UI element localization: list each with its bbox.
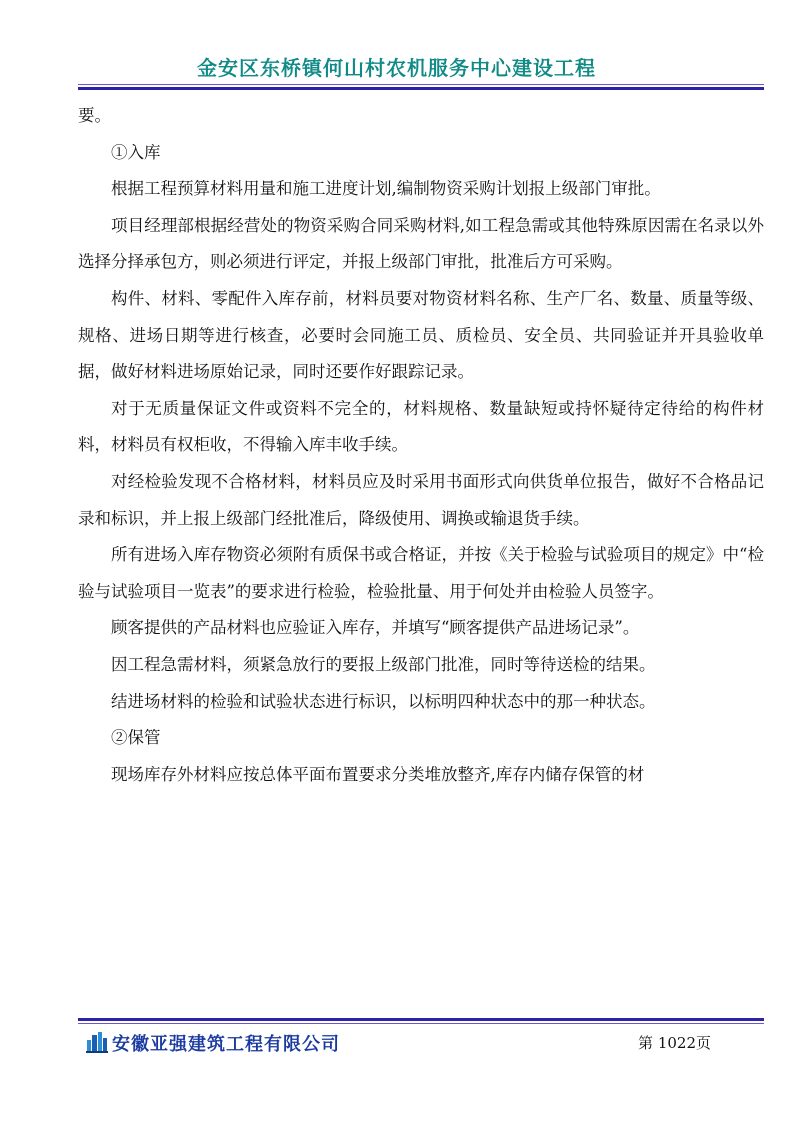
header-rule-thin [78, 84, 764, 85]
body-paragraph: 对于无质量保证文件或资料不完全的，材料规格、数量缺短或持怀疑待定待给的构件材料，材料员有权柜收，不得输入库丰收手续。 [78, 398, 764, 455]
body-paragraph: 所有进场入库存物资必须附有质保书或合格证，并按《关于检验与试验项目的规定》中“检验与试验项目一览表”的要求进行检验，检验批量、用于何处并由检验人员签字。 [78, 545, 764, 601]
header-rule-thick [78, 87, 764, 90]
page-number: 第 1022页 [638, 1034, 711, 1052]
footer-rule-thick [78, 1018, 764, 1021]
body-paragraph: 因工程急需材料，须紧急放行的要报上级部门批准，同时等待送检的结果。 [111, 654, 656, 674]
body-paragraph: 根据工程预算材料用量和施工进度计划,编制物资采购计划报上级部门审批。 [111, 179, 661, 199]
body-paragraph: 构件、材料、零配件入库存前，材料员要对物资材料名称、生产厂名、数量、质量等级、规格、进场日期等进行核查，必要时会同施工员、质检员、安全员、共同验证并开具验收单据，做好材料进场原始记录，同时还要作好跟踪记录。 [78, 288, 764, 382]
building-logo-icon [86, 1031, 108, 1053]
footer-company-name: 安徽亚强建筑工程有限公司 [112, 1034, 340, 1055]
page-header-title: 金安区东桥镇何山村农机服务中心建设工程 [197, 56, 596, 80]
body-paragraph: 对经检验发现不合格材料，材料员应及时采用书面形式向供货单位报告，做好不合格品记录和标识，并上报上级部门经批准后，降级使用、调换或输退货手续。 [78, 471, 764, 528]
footer-rule-thin [78, 1023, 764, 1024]
body-paragraph: 结进场材料的检验和试验状态进行标识，以标明四种状态中的那一种状态。 [111, 691, 656, 711]
document-body [78, 98, 764, 793]
body-paragraph: 项目经理部根据经营处的物资采购合同采购材料,如工程急需或其他特殊原因需在名录以外选择分择承包方，则必须进行评定，并报上级部门审批，批准后方可采购。 [78, 215, 764, 272]
body-paragraph: 现场库存外材料应按总体平面布置要求分类堆放整齐,库存内储存保管的材 [111, 764, 645, 784]
body-paragraph: 要。 [78, 106, 111, 125]
body-paragraph: 顾客提供的产品材料也应验证入库存，并填写“顾客提供产品进场记录”。 [111, 618, 640, 638]
section-heading-storage: ②保管 [111, 728, 161, 748]
section-heading-inbound: ①入库 [111, 142, 161, 162]
